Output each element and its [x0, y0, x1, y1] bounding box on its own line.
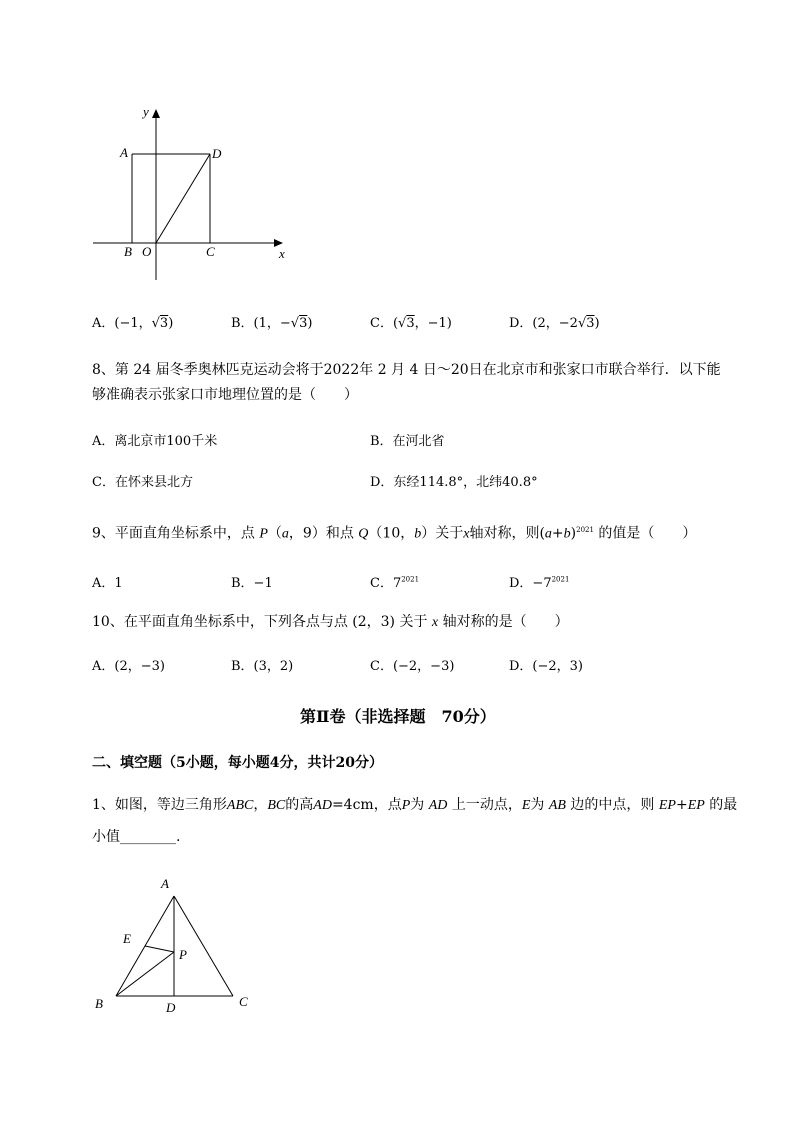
segment-BP: [116, 952, 174, 996]
q10-stem: 10、在平面直角坐标系中，下列各点与点 (2，3) 关于 x 轴对称的是（ ）: [92, 614, 569, 630]
label-B: B: [95, 996, 103, 1011]
q10-option-d[interactable]: D．(−2，3): [509, 659, 584, 674]
q9-stem: 9、平面直角坐标系中，点 P（a，9）和点 Q（10，b）关于x轴对称，则$(a+b)^{2021}$ 的值是（ ）: [92, 525, 697, 542]
q7-option-a[interactable]: A．(−1，√3): [92, 316, 174, 331]
q8-line1: 8、第 24 届冬季奥林匹克运动会将于2022年 2 月 4 日～20日在北京市和张家口市联合举行．以下能: [92, 362, 721, 378]
label-D: D: [212, 146, 222, 161]
label-x: x: [279, 246, 285, 261]
label-D: D: [166, 1000, 176, 1015]
q9-option-c[interactable]: C．$7^{2021}$: [370, 575, 420, 591]
part2-title: 第Ⅱ卷（非选择题 70分）: [300, 707, 496, 726]
q7-option-c[interactable]: C．(√3，−1): [370, 316, 452, 331]
segment-EP: [145, 946, 174, 952]
f1-stem-line2: 小值________.: [92, 829, 181, 845]
label-C: C: [206, 244, 215, 259]
segment-OD: [156, 154, 210, 243]
label-A: A: [161, 876, 169, 891]
label-A: A: [120, 145, 128, 160]
q10-option-a[interactable]: A．(2，−3): [92, 659, 165, 674]
q7-option-d[interactable]: D．(2，−2√3): [509, 316, 600, 331]
section2-heading: 二、填空题（5小题，每小题4分，共计20分）: [92, 755, 383, 771]
f1-stem-line1: 1、如图，等边三角形ABC，BC的高AD=4cm，点P为 AD 上一动点，E为 AB 边的中点，则 EP+EP 的最: [92, 797, 738, 813]
q8-option-c[interactable]: C．在怀来县北方: [92, 475, 193, 490]
q8-option-d[interactable]: D．东经114.8°，北纬40.8°: [370, 475, 538, 490]
triangle-figure: [88, 868, 263, 1018]
label-y: y: [143, 104, 149, 119]
q9-option-d[interactable]: D．$-7^{2021}$: [509, 575, 570, 591]
q8-line2: 够准确表示张家口市地理位置的是（ ）: [92, 387, 358, 403]
q9-option-a[interactable]: A．1: [92, 576, 123, 591]
label-O: O: [142, 244, 152, 259]
q7-option-b[interactable]: B．(1，−√3): [231, 316, 313, 331]
q10-option-b[interactable]: B．(3，2): [231, 659, 294, 674]
label-E: E: [123, 931, 131, 946]
label-C: C: [239, 994, 248, 1009]
q8-option-b[interactable]: B．在河北省: [370, 434, 445, 449]
coordinate-figure: [85, 98, 305, 288]
label-B: B: [124, 244, 132, 259]
q9-option-b[interactable]: B．−1: [231, 576, 273, 591]
label-P: P: [179, 947, 187, 962]
side-AC: [174, 896, 233, 996]
q10-option-c[interactable]: C．(−2，−3): [370, 659, 455, 674]
q8-option-a[interactable]: A．离北京市100千米: [92, 434, 218, 449]
y-axis-arrow: [152, 109, 160, 118]
